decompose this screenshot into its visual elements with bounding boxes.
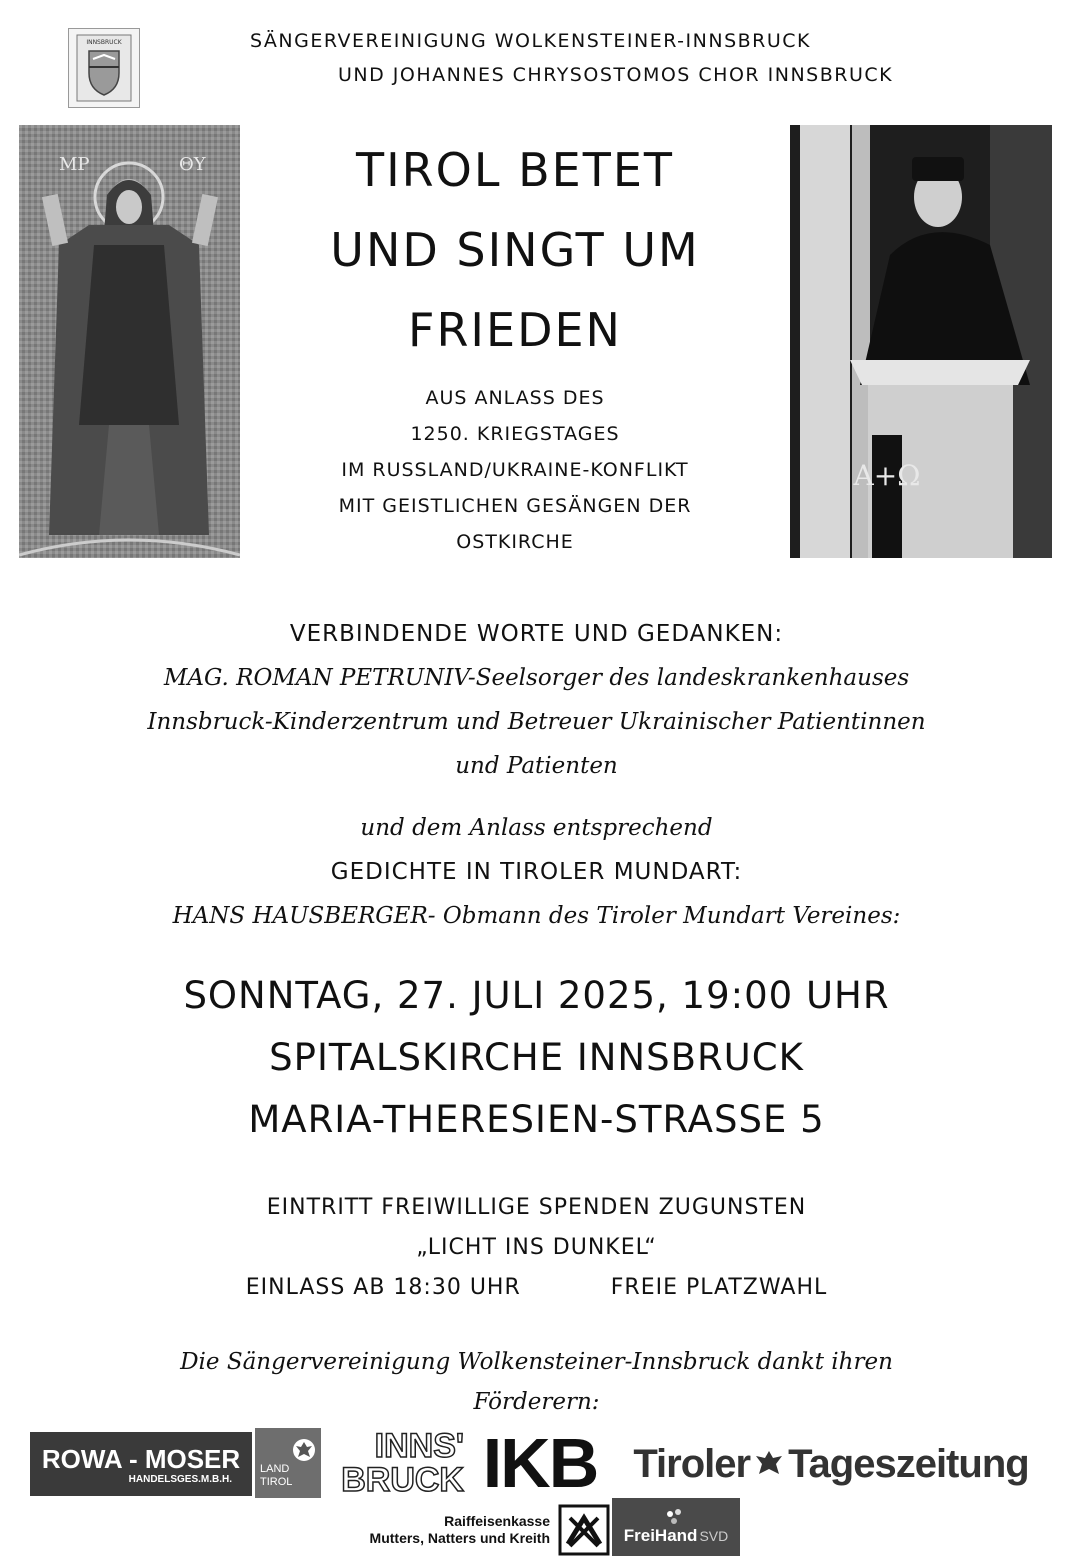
event-date-time: SONNTAG, 27. JULI 2025, 19:00 UHR xyxy=(183,974,890,1017)
inscription-left: ΜΡ xyxy=(59,154,90,175)
thanks-block xyxy=(20,1342,1053,1422)
title-line-2: UND SINGT UM xyxy=(330,223,700,277)
inns-line-2: BRUCK xyxy=(341,1461,464,1499)
occasion-block xyxy=(250,380,780,560)
land-tirol-logo xyxy=(255,1428,321,1498)
raiff-text-block xyxy=(370,1513,550,1547)
land-line-2: TIROL xyxy=(260,1476,293,1488)
entry-line-2: „LICHT INS DUNKEL“ xyxy=(416,1235,657,1260)
rowa-sub-text: HANDELSGES.M.B.H. xyxy=(128,1473,232,1485)
freihand-main-text: FreiHand xyxy=(623,1526,698,1545)
freihand-text-row xyxy=(624,1526,728,1546)
seating-info: FREIE PLATZWAHL xyxy=(610,1275,828,1300)
innsbruck-logo xyxy=(324,1428,464,1498)
occasion-line-2: 1250. KRIEGSTAGES xyxy=(410,423,620,445)
tt-right-text: Tageszeitung xyxy=(788,1441,1029,1486)
land-line-1: LAND xyxy=(260,1463,290,1475)
tirol-eagle-icon xyxy=(291,1437,317,1463)
event-venue: SPITALSKIRCHE INNSBRUCK xyxy=(269,1036,804,1079)
choir-crest-logo xyxy=(68,28,140,108)
speaker-line-1: MAG. ROMAN PETRUNIV-Seelsorger des landeskrankenhauses xyxy=(163,665,910,691)
rowa-moser-logo xyxy=(30,1432,252,1496)
inns-line-1: INNS' xyxy=(374,1427,464,1465)
priest-photo xyxy=(790,125,1052,558)
poster-title xyxy=(250,130,780,370)
raiff-line-2: Mutters, Natters und Kreith xyxy=(369,1530,550,1546)
occasion-line-5: OSTKIRCHE xyxy=(456,531,574,553)
organizer-line-2: UND JOHANNES CHRYSOSTOMOS CHOR INNSBRUCK xyxy=(338,64,894,86)
occasion-line-3: IM RUSSLAND/UKRAINE-KONFLIKT xyxy=(341,459,689,481)
entry-line-1: EINTRITT FREIWILLIGE SPENDEN ZUGUNSTEN xyxy=(266,1195,807,1220)
poetry-line-3: HANS HAUSBERGER- Obmann des Tiroler Mundart Vereines: xyxy=(172,903,901,929)
thanks-line-2: Förderern: xyxy=(473,1389,600,1415)
freihand-sub-text: SVD xyxy=(699,1528,729,1544)
event-address: MARIA-THERESIEN-STRASSE 5 xyxy=(248,1098,825,1141)
speaker-block xyxy=(20,612,1053,788)
svg-text:INNSBRUCK: INNSBRUCK xyxy=(86,39,122,46)
entry-block xyxy=(20,1188,1053,1308)
alpha-omega-symbol: A+Ω xyxy=(853,459,921,492)
tiroler-tageszeitung-logo xyxy=(618,1436,1044,1492)
poetry-block xyxy=(20,806,1053,938)
raiffeisen-gable-icon xyxy=(558,1504,610,1556)
inscription-right: ΘΥ xyxy=(179,154,206,175)
freihand-svd-logo xyxy=(612,1498,740,1556)
occasion-line-1: AUS ANLASS DES xyxy=(425,387,605,409)
admission-time: EINLASS AB 18:30 UHR xyxy=(245,1275,521,1300)
crest-shield-icon xyxy=(69,29,139,107)
orans-icon-image xyxy=(19,125,240,558)
entry-row xyxy=(20,1268,1053,1308)
eagle-icon xyxy=(752,1447,786,1481)
title-line-3: FRIEDEN xyxy=(408,303,622,357)
raiffeisenkasse-logo xyxy=(330,1502,610,1558)
raiff-line-1: Raiffeisenkasse xyxy=(444,1513,550,1529)
thanks-line-1: Die Sängervereinigung Wolkensteiner-Innsbruck dankt ihren xyxy=(180,1349,893,1375)
speaker-line-3: und Patienten xyxy=(455,753,618,779)
speaker-line-2: Innsbruck-Kinderzentrum und Betreuer Ukrainischer Patientinnen xyxy=(147,709,926,735)
poetry-line-2: GEDICHTE IN TIROLER MUNDART: xyxy=(330,859,743,885)
event-block xyxy=(20,965,1053,1151)
ikb-text: IKB xyxy=(482,1424,598,1502)
freihand-dots-icon xyxy=(664,1508,688,1526)
title-line-1: TIROL BETET xyxy=(356,143,674,197)
rowa-main-text: ROWA - MOSER xyxy=(41,1443,241,1474)
ikb-logo xyxy=(470,1426,610,1500)
poetry-line-1: und dem Anlass entsprechend xyxy=(360,815,713,841)
occasion-line-4: MIT GEISTLICHEN GESÄNGEN DER xyxy=(338,495,692,517)
speaker-heading: VERBINDENDE WORTE UND GEDANKEN: xyxy=(289,621,784,647)
tt-left-text: Tiroler xyxy=(633,1441,751,1486)
organizer-line-1: SÄNGERVEREINIGUNG WOLKENSTEINER-INNSBRUCK xyxy=(250,30,811,52)
